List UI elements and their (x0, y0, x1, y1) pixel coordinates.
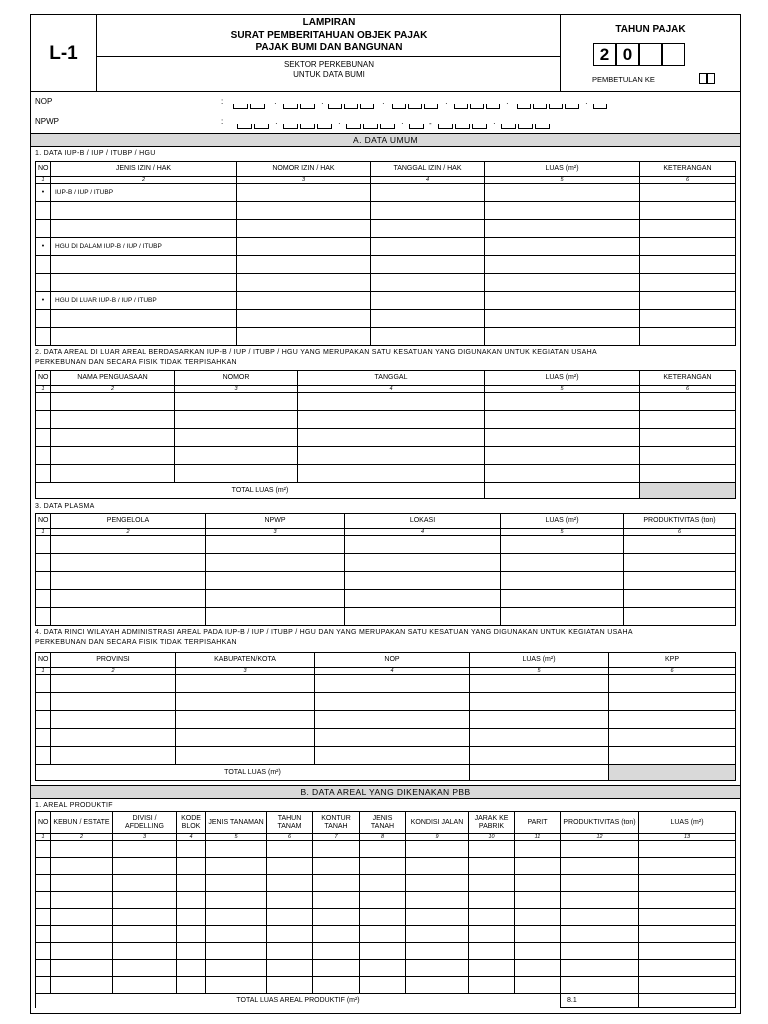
col-header: PENGELOLA (51, 514, 206, 529)
table-row (36, 729, 736, 747)
npwp-colon: : (221, 117, 224, 126)
shaded-cell (609, 765, 736, 781)
total-label: TOTAL LUAS (m²) (36, 483, 485, 499)
col-header: PROVINSI (51, 653, 176, 668)
col-header: PARIT (515, 812, 561, 834)
year-digit-3[interactable] (639, 43, 662, 66)
s1-title: 1. DATA IUP-B / IUP / ITUBP / HGU (35, 150, 156, 157)
group-label: HGU DI LUAR IUP-B / IUP / ITUBP (51, 292, 237, 310)
col-header: NO (36, 162, 51, 177)
section-a-bar: A. DATA UMUM (31, 133, 740, 147)
col-number: 6 (609, 668, 736, 675)
table-row (36, 310, 736, 328)
nop-colon: : (221, 97, 224, 106)
year-digit-1[interactable]: 2 (593, 43, 616, 66)
pembetulan-box-1[interactable] (699, 73, 707, 84)
year-digit-4[interactable] (662, 43, 685, 66)
s3-table (35, 513, 736, 626)
table-row (36, 943, 736, 960)
table-row (36, 429, 736, 447)
pembetulan-box-2[interactable] (707, 73, 715, 84)
col-header: LUAS (m²) (501, 514, 624, 529)
total-label: TOTAL LUAS (m²) (36, 765, 470, 781)
form-title (97, 17, 561, 55)
title-line-1: LAMPIRAN (302, 17, 356, 28)
col-header: LUAS (m²) (639, 812, 736, 834)
col-header: NO (36, 371, 51, 386)
col-number: 3 (237, 177, 371, 184)
form-code: L-1 (31, 15, 97, 92)
total-row (36, 483, 736, 499)
title-line-2: SURAT PEMBERITAHUAN OBJEK PAJAK (230, 29, 428, 41)
table-row (36, 909, 736, 926)
col-number: 5 (485, 177, 640, 184)
table-row (36, 274, 736, 292)
col-header: JENIS TANAH (360, 812, 406, 834)
col-number: 5 (470, 668, 609, 675)
s2-table (35, 370, 736, 499)
col-header: NAMA PENGUASAAN (51, 371, 175, 386)
col-header: PRODUKTIVITAS (ton) (561, 812, 639, 834)
col-number: 2 (51, 668, 176, 675)
s3-title: 3. DATA PLASMA (35, 503, 95, 510)
table-row (36, 711, 736, 729)
total-row (36, 994, 736, 1008)
col-number: 4 (298, 386, 485, 393)
col-number: 9 (406, 834, 469, 841)
table-row (36, 554, 736, 572)
col-number: 1 (36, 529, 51, 536)
col-header: TANGGAL IZIN / HAK (371, 162, 485, 177)
table-row (36, 536, 736, 554)
col-number: 7 (313, 834, 360, 841)
col-number: 2 (51, 386, 175, 393)
table-row (36, 393, 736, 411)
section-b-bar: B. DATA AREAL YANG DIKENAKAN PBB (31, 785, 740, 799)
table-row (36, 465, 736, 483)
col-header: KPP (609, 653, 736, 668)
group-label: HGU DI DALAM IUP-B / IUP / ITUBP (51, 238, 237, 256)
col-header: KONTUR TANAH (313, 812, 360, 834)
table-row (36, 202, 736, 220)
col-header: JENIS TANAMAN (206, 812, 267, 834)
col-number: 2 (51, 834, 113, 841)
table-row (36, 447, 736, 465)
table-row (36, 693, 736, 711)
col-number: 6 (640, 386, 736, 393)
col-header: KONDISI JALAN (406, 812, 469, 834)
s2-title (35, 348, 597, 368)
s4-title-line-1: 4. DATA RINCI WILAYAH ADMINISTRASI AREAL PADA IUP-B / IUP / ITUBP / HGU DAN YANG MERUPAKAN SATU KESATUAN YANG DIGUNAKAN UNTUK KEGIATAN USAHA (35, 629, 633, 636)
col-number: 1 (36, 668, 51, 675)
bullet: • (36, 184, 51, 202)
col-number: 2 (51, 177, 237, 184)
col-header: LOKASI (345, 514, 501, 529)
col-number: 6 (640, 177, 736, 184)
col-header: KETERANGAN (640, 371, 736, 386)
col-header: PRODUKTIVITAS (ton) (624, 514, 736, 529)
table-row (36, 841, 736, 858)
col-number: 3 (175, 386, 298, 393)
b1-title: 1. AREAL PRODUKTIF (35, 802, 113, 809)
col-number: 4 (371, 177, 485, 184)
col-number: 8 (360, 834, 406, 841)
table-row (36, 238, 736, 256)
bullet: • (36, 238, 51, 256)
total-code: 8.1 (561, 994, 639, 1008)
table-row (36, 411, 736, 429)
col-number: 12 (561, 834, 639, 841)
col-number: 11 (515, 834, 561, 841)
col-number: 6 (624, 529, 736, 536)
year-digit-2[interactable]: 0 (616, 43, 639, 66)
subtitle-line-1: SEKTOR PERKEBUNAN (283, 60, 375, 69)
col-header: JARAK KE PABRIK (469, 812, 515, 834)
col-header: NOMOR IZIN / HAK (237, 162, 371, 177)
npwp-label: NPWP (35, 117, 59, 126)
col-number: 3 (113, 834, 177, 841)
col-number: 4 (315, 668, 470, 675)
col-header: JENIS IZIN / HAK (51, 162, 237, 177)
col-header: LUAS (m²) (485, 371, 640, 386)
col-number: 3 (206, 529, 345, 536)
tahun-pajak-label: TAHUN PAJAK (615, 24, 686, 35)
table-row (36, 572, 736, 590)
col-header: NO (36, 653, 51, 668)
table-row (36, 220, 736, 238)
col-number: 4 (177, 834, 206, 841)
table-row (36, 892, 736, 909)
s1-table (35, 161, 736, 346)
col-header: NOMOR (175, 371, 298, 386)
col-number: 5 (206, 834, 267, 841)
table-row (36, 926, 736, 943)
table-row (36, 747, 736, 765)
table-row (36, 675, 736, 693)
col-header: KEBUN / ESTATE (51, 812, 113, 834)
col-number: 1 (36, 177, 51, 184)
s4-title (35, 628, 633, 648)
shaded-cell (640, 483, 736, 499)
col-header: KABUPATEN/KOTA (176, 653, 315, 668)
table-row (36, 875, 736, 892)
col-number: 1 (36, 386, 51, 393)
total-value[interactable] (485, 483, 640, 499)
nop-label: NOP (35, 97, 53, 106)
col-number: 3 (176, 668, 315, 675)
s2-title-line-2: PERKEBUNAN DAN SECARA FISIK TIDAK TERPISAHKAN (35, 359, 237, 366)
total-label: TOTAL LUAS AREAL PRODUKTIF (m²) (36, 994, 561, 1008)
s4-table (35, 652, 736, 781)
col-header: NOP (315, 653, 470, 668)
col-number: 6 (267, 834, 313, 841)
col-number: 1 (36, 834, 51, 841)
total-value[interactable] (639, 994, 736, 1008)
group-label: IUP-B / IUP / ITUBP (51, 184, 237, 202)
col-number: 5 (501, 529, 624, 536)
table-row (36, 328, 736, 346)
col-number: 13 (639, 834, 736, 841)
total-row (36, 765, 736, 781)
form-header (31, 15, 740, 92)
col-header: KETERANGAN (640, 162, 736, 177)
title-line-3: PAJAK BUMI DAN BANGUNAN (255, 42, 403, 53)
table-row (36, 590, 736, 608)
col-number: 4 (345, 529, 501, 536)
table-row (36, 256, 736, 274)
col-number: 10 (469, 834, 515, 841)
col-header: KODE BLOK (177, 812, 206, 834)
spop-attachment-form: L-1 LAMPIRAN SURAT PEMBERITAHUAN OBJEK PAJAK PAJAK BUMI DAN BANGUNAN SEKTOR PERKEBUNAN UNTUK DATA BUMI TAHUN PAJAK 2 0 PEMBETULAN KE NOP : · · · · · · NPWP : · · · - · A. DATA UMUM 1. DATA IUP-B / IUP / ITUBP / HGU NO JENIS IZIN / HAK NOMOR IZIN / HAK TANGGAL IZIN / HAK LUAS (m²) KETERANGAN 1 2 3 4 5 6 • IUP-B / IUP / ITUBP • HGU DI DALAM IUP-B / IUP / ITUBP • HGU DI LUAR IUP-B / IUP / ITUBP 2. DATA AREAL DI LUAR AREAL BERDASARKAN IUP-B / IUP / ITUBP / HGU YANG MERUPAKAN SATU KESATUAN YANG DIGUNAKAN UNTUK KEGIATAN USAHA PERKEBUNAN DAN SECARA FISIK TIDAK TERPISAHKAN NO NAMA PENGUASAAN NOMOR TANGGAL LUAS (m²) KETERANGAN 1 2 3 4 5 6 TOTAL LUAS (m²) 3. DATA PLASMA NO PENGELOLA NPWP LOKASI LUAS (m²) PRODUKTIVITAS (ton) 1 2 3 4 5 6 4. DATA RINCI WILAYAH ADMINISTRASI AREAL PADA IUP-B / IUP / ITUBP / HGU DAN YANG MERUPAKAN SATU KESATUAN YANG DIGUNAKAN UNTUK KEGIATAN USAHA PERKEBUNAN DAN SECARA FISIK TIDAK TERPISAHKAN NO PROVINSI KABUPATEN/KOTA NOP LUAS (m²) KPP 1 2 3 4 5 6 TOTAL LUAS (m²) B. DATA AREAL YANG DIKENAKAN PBB 1. AREAL PRODUKTIF NO KEBUN / ESTATE DIVISI / AFDELLING KODE BLOK JENIS TANAMAN TAHUN TANAM KONTUR TANAH JENIS TANAH KONDISI JALAN JARAK KE PABRIK PARIT PRODUKTIVITAS (ton) LUAS (m²) 1 2 3 4 5 6 7 8 9 10 11 12 13 TOTAL LUAS AREAL PRODUKTIF (m²) 8.1 (30, 14, 741, 1014)
col-header: DIVISI / AFDELLING (113, 812, 177, 834)
col-header: TANGGAL (298, 371, 485, 386)
form-subtitle (97, 56, 561, 80)
subtitle-line-2: UNTUK DATA BUMI (293, 70, 365, 79)
table-row (36, 608, 736, 626)
col-header: TAHUN TANAM (267, 812, 313, 834)
table-row (36, 960, 736, 977)
table-row (36, 184, 736, 202)
bullet: • (36, 292, 51, 310)
total-value[interactable] (470, 765, 609, 781)
table-row (36, 292, 736, 310)
form-title-block (97, 15, 561, 92)
col-header: NO (36, 812, 51, 834)
col-header: LUAS (m²) (470, 653, 609, 668)
table-row (36, 977, 736, 994)
s2-title-line-1: 2. DATA AREAL DI LUAR AREAL BERDASARKAN IUP-B / IUP / ITUBP / HGU YANG MERUPAKAN SATU KESATUAN YANG DIGUNAKAN UNTUK KEGIATAN USAHA (35, 349, 597, 356)
col-number: 2 (51, 529, 206, 536)
tahun-pajak-block (561, 15, 740, 92)
col-header: NO (36, 514, 51, 529)
col-number: 5 (485, 386, 640, 393)
pembetulan-label: PEMBETULAN KE (592, 75, 655, 84)
col-header: LUAS (m²) (485, 162, 640, 177)
col-header: NPWP (206, 514, 345, 529)
b1-table (35, 811, 736, 1008)
s4-title-line-2: PERKEBUNAN DAN SECARA FISIK TIDAK TERPISAHKAN (35, 639, 237, 646)
table-row (36, 858, 736, 875)
